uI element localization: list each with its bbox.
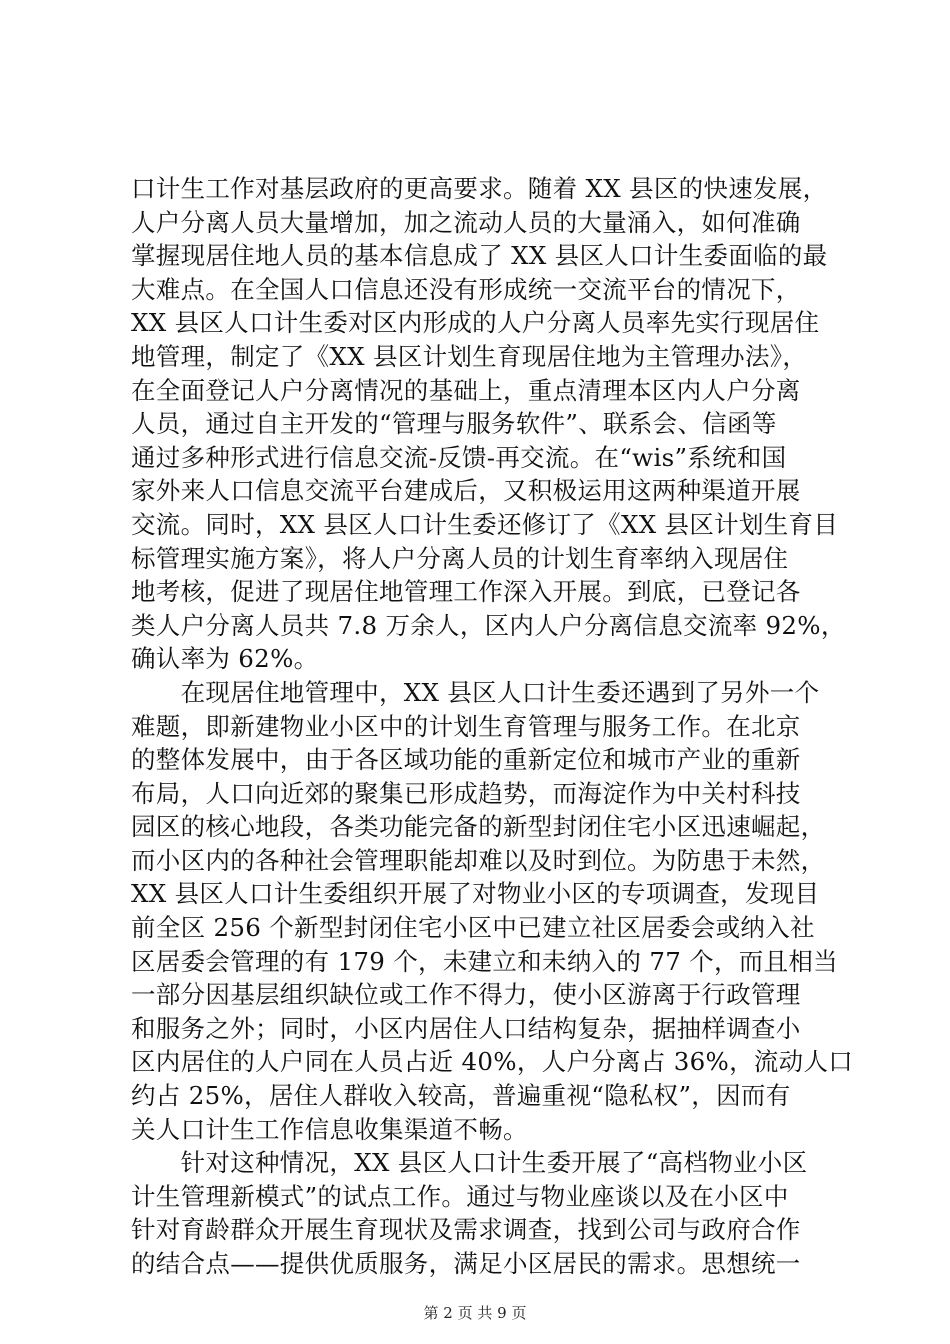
text-line: XX 县区人口计生委对区内形成的人户分离人员率先实行现居住 [131,308,820,338]
text-line: 在全面登记人户分离情况的基础上，重点清理本区内人户分离 [131,375,801,405]
text-line: 园区的核心地段，各类功能完备的新型封闭住宅小区迅速崛起， [131,812,826,842]
text-line: 针对育龄群众开展生育现状及需求调查，找到公司与政府合作 [131,1215,801,1245]
text-line: 口计生工作对基层政府的更高要求。随着 XX 县区的快速发展， [131,174,828,203]
text-line: 和服务之外；同时，小区内居住人口结构复杂，据抽样调查小 [131,1013,801,1043]
text-line: 人户分离人员大量增加，加之流动人员的大量涌入，如何准确 [131,207,801,237]
paragraph-start-line: 在现居住地管理中，XX 县区人口计生委还遇到了另外一个 [131,677,820,707]
text-line: 地考核，促进了现居住地管理工作深入开展。到底，已登记各 [131,577,801,607]
text-line: 人员，通过自主开发的“管理与服务软件”、联系会、信函等 [131,409,777,439]
text-line: 一部分因基层组织缺位或工作不得力，使小区游离于行政管理 [131,980,801,1010]
text-line: 交流。同时，XX 县区人口计生委还修订了《XX 县区计划生育目 [131,509,839,539]
text-line: 通过多种形式进行信息交流-反馈-再交流。在“wis”系统和国 [131,442,787,472]
text-line: 难题，即新建物业小区中的计划生育管理与服务工作。在北京 [131,711,801,741]
text-line: 大难点。在全国人口信息还没有形成统一交流平台的情况下， [131,274,801,304]
text-line: 的整体发展中，由于各区域功能的重新定位和城市产业的重新 [131,745,801,775]
text-line: 掌握现居住地人员的基本信息成了 XX 县区人口计生委面临的最 [131,241,828,271]
text-line: 地管理，制定了《XX 县区计划生育现居住地为主管理办法》， [131,341,808,371]
text-line: 约占 25%，居住人群收入较高，普遍重视“隐私权”，因而有 [131,1081,791,1111]
text-line: 布局，人口向近郊的聚集已形成趋势，而海淀作为中关村科技 [131,778,801,808]
text-line: 区内居住的人户同在人员占近 40%，人户分离占 36%，流动人口 [131,1047,854,1077]
text-line: 的结合点——提供优质服务，满足小区居民的需求。思想统一 [131,1249,801,1278]
body-text [131,172,854,1281]
text-line: 区居委会管理的有 179 个，未建立和未纳入的 77 个，而且相当 [131,946,838,976]
text-line: 前全区 256 个新型封闭住宅小区中已建立社区居委会或纳入社 [131,913,815,943]
text-line: 标管理实施方案》，将人户分离人员的计划生育率纳入现居住 [131,543,789,573]
text-line: 关人口计生工作信息收集渠道不畅。 [131,1114,528,1144]
text-line: 确认率为 62%。 [131,644,319,674]
text-line: 家外来人口信息交流平台建成后，又积极运用这两种渠道开展 [131,476,801,506]
text-line: 类人户分离人员共 7.8 万余人，区内人户分离信息交流率 92%， [131,610,846,640]
text-line: XX 县区人口计生委组织开展了对物业小区的专项调查，发现目 [131,879,820,909]
paragraph-start-line: 针对这种情况，XX 县区人口计生委开展了“高档物业小区 [131,1148,808,1178]
text-line: 计生管理新模式”的试点工作。通过与物业座谈以及在小区中 [131,1181,789,1211]
text-line: 而小区内的各种社会管理职能却难以及时到位。为防患于未然， [131,845,826,875]
page-number-footer: 第 2 页 共 9 页 [423,1304,527,1322]
